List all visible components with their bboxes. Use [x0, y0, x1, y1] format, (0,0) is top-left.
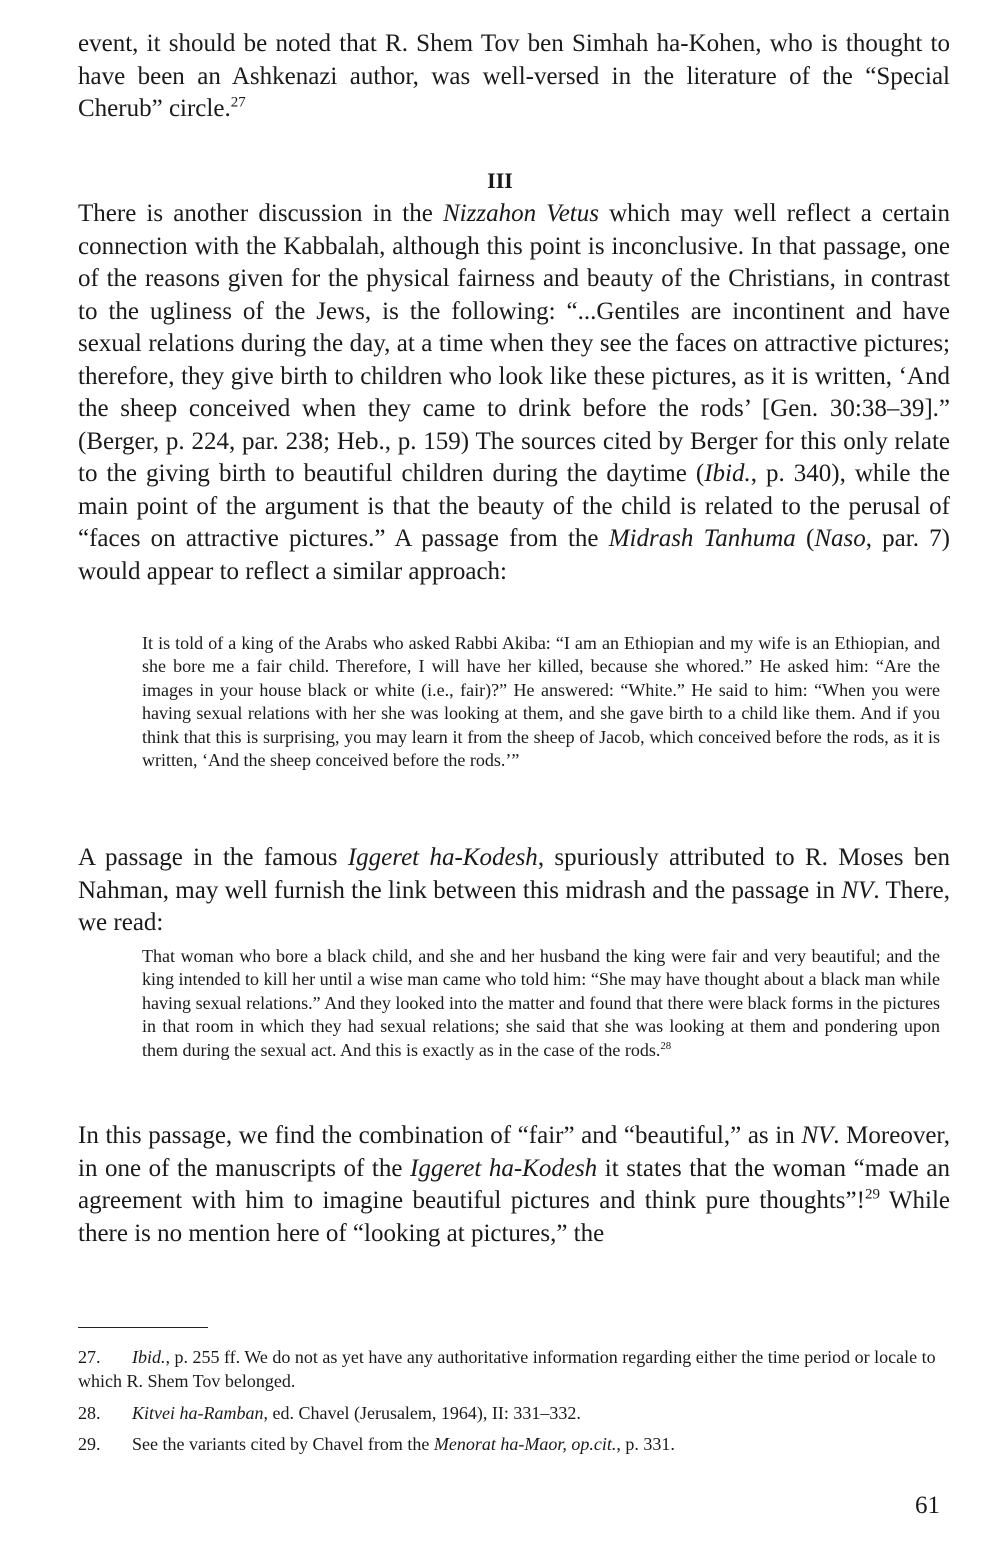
footnote-number: 28.	[78, 1403, 101, 1423]
text-span: which may well reflect a certain connection with the Kabbalah, although this point is inconclusive. In that passage, one of the reasons given for the physical fairness and beauty of the Christians, in contrast to the ugliness of the Jews, is the following: “...Gentiles are incontinent and have sexual relations during the day, at a time when they see the faces on attractive pictures; therefore, they give birth to children who look like these pictures, as it is written, ‘And the sheep conceived when they came to drink before the rods’ [Gen. 30:38–39].” (Berger, p. 224, par. 238; Heb., p. 159) The sources cited by Berger for this only relate to the giving birth to beautiful children during the daytime (	[78, 200, 950, 487]
text-span: (	[795, 525, 815, 552]
title-nizzahon-vetus: Nizzahon Vetus	[442, 200, 599, 227]
footnote-italic: Kitvei ha-Ramban	[132, 1403, 264, 1423]
title-iggeret-ha-kodesh: Iggeret ha-Kodesh	[347, 844, 538, 871]
footnote-divider	[78, 1327, 208, 1328]
paragraph-4	[78, 1120, 950, 1250]
title-midrash-tanhuma: Midrash Tanhuma	[608, 525, 796, 552]
footnote-29	[78, 1432, 944, 1456]
footnote-text: , ed. Chavel (Jerusalem, 1964), II: 331–332.	[263, 1403, 581, 1423]
footnote-number: 27.	[78, 1347, 101, 1367]
footnote-27	[78, 1345, 944, 1393]
text-span: . There, we read:	[78, 876, 950, 936]
footnote-text: See the variants cited by Chavel from the	[132, 1434, 434, 1454]
text-span: A passage in the famous	[78, 844, 348, 871]
page-number: 61	[915, 1492, 940, 1519]
paragraph-2	[78, 198, 950, 588]
block-quote-2	[142, 945, 940, 1062]
text-span: it states that the woman “made an agreement with him to imagine beautiful pictures and think pure thoughts”!	[78, 1154, 951, 1214]
footnote-ref-29: 29	[864, 1186, 880, 1203]
footnote-text: , p. 331.	[616, 1434, 675, 1454]
paragraph-1	[78, 28, 950, 126]
text-span: , par. 7) would appear to reflect a similar approach:	[78, 525, 950, 585]
footnote-ref-28: 28	[660, 1039, 672, 1052]
quote-text: That woman who bore a black child, and she and her husband the king were fair and very beautiful; and the king intended to kill her until a wise man came who told him: “She may have thought about a black man while having sexual relations.” And they looked into the matter and found that there were black forms in the pictures in that room in which they had sexual relations; she said that she was looking at them and pondering upon them during the sexual act. And this is exactly as in the case of the rods.	[142, 946, 940, 1060]
text-span: , spuriously attributed to R. Moses ben Nahman, may well furnish the link between this midrash and the passage in	[78, 844, 950, 904]
ibid-ref: Ibid.	[704, 460, 751, 487]
footnote-ref-27: 27	[230, 94, 246, 111]
footnote-italic: Menorat ha-Maor, op.cit.	[433, 1434, 617, 1454]
text-span: There is another discussion in the	[78, 200, 443, 227]
abbrev-nv: NV	[841, 876, 874, 904]
footnote-text: , p. 255 ff. We do not as yet have any authoritative information regarding either the time period or locale to which R. Shem Tov belonged.	[78, 1347, 936, 1391]
footnote-28	[78, 1401, 944, 1425]
text-span: While there is no mention here of “looking at pictures,” the	[78, 1187, 950, 1247]
footnote-italic: Ibid.	[132, 1347, 166, 1367]
footnote-number: 29.	[78, 1434, 101, 1454]
text-span: In this passage, we find the combination of “fair” and “beautiful,” as in	[78, 1122, 802, 1149]
paragraph-1-text: event, it should be noted that R. Shem Tov ben Simhah ha-Kohen, who is thought to have been an Ashkenazi author, was well-versed in the literature of the “Special Cherub” circle.	[78, 30, 950, 122]
title-iggeret-ha-kodesh: Iggeret ha-Kodesh	[410, 1154, 598, 1182]
abbrev-nv: NV	[801, 1122, 834, 1149]
title-naso: Naso	[814, 525, 866, 552]
text-span: , p. 340), while the main point of the argument is that the beauty of the child is related to the perusal of “faces on attractive pictures.” A passage from the	[78, 460, 950, 552]
section-heading: III	[487, 168, 513, 193]
paragraph-3	[78, 842, 950, 940]
block-quote-1: It is told of a king of the Arabs who asked Rabbi Akiba: “I am an Ethiopian and my wife is an Ethiopian, and she bore me a fair child. Therefore, I will have her killed, because she whored.” He asked him: “Are the images in your house black or white (i.e., fair)?” He answered: “White.” He said to him: “When you were having sexual relations with her she was looking at them, and she gave birth to a child like them. And if you think that this is surprising, you may learn it from the sheep of Jacob, which conceived before the rods, as it is written, ‘And the sheep conceived before the rods.’”	[142, 633, 940, 771]
text-span: . Moreover, in one of the manuscripts of the	[78, 1122, 950, 1182]
